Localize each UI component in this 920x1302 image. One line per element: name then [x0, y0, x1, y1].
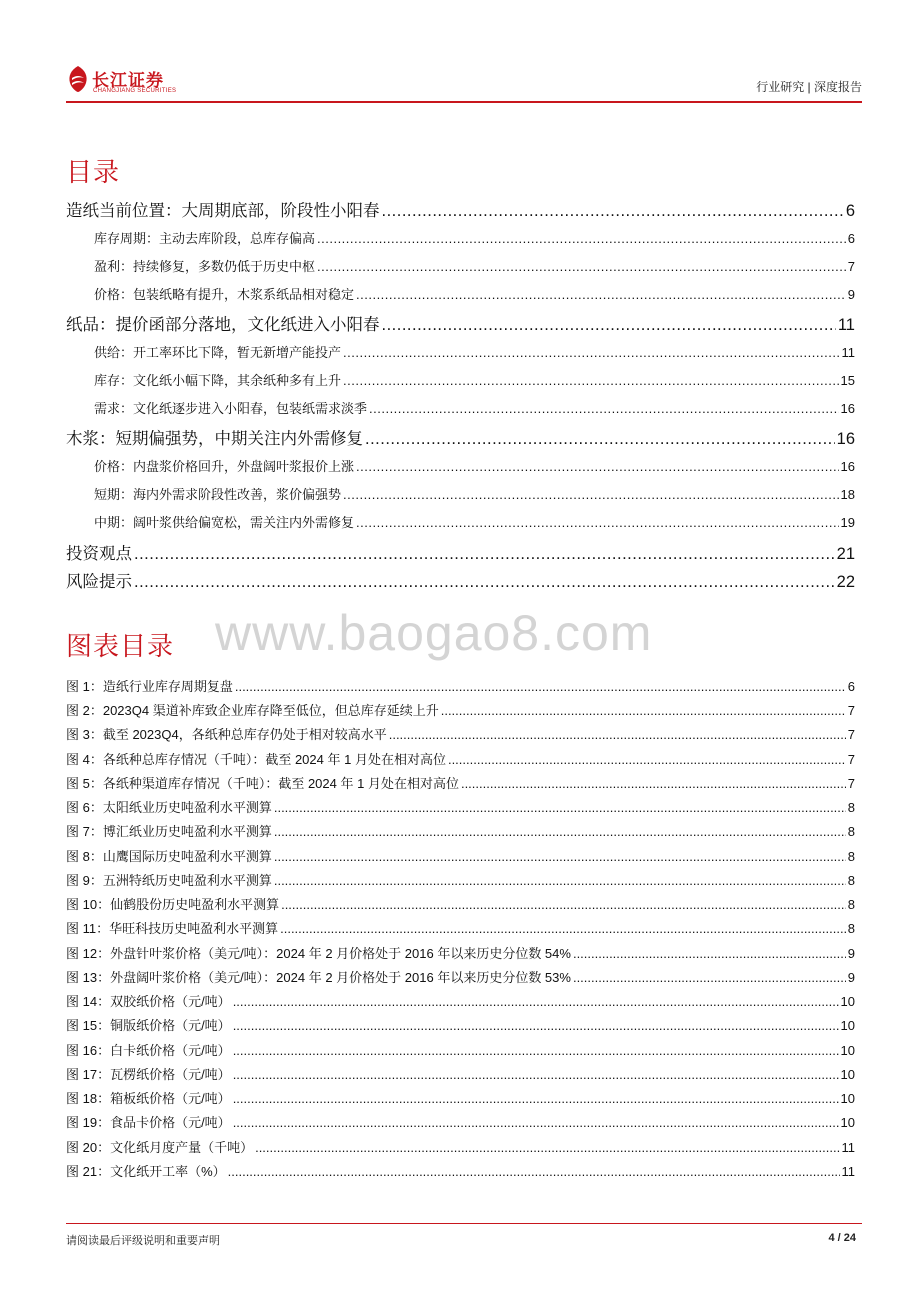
toc-entry[interactable]	[66, 540, 855, 564]
toc-entry-page: 19	[840, 515, 855, 530]
leader-dots	[343, 345, 839, 360]
toc-entry[interactable]	[66, 311, 855, 335]
toc-entry-page: 18	[840, 487, 855, 502]
figure-entry[interactable]	[66, 1088, 855, 1107]
leader-dots	[356, 287, 846, 302]
toc-entry-label: 短期：海内外需求阶段性改善，浆价偏强势	[94, 487, 342, 502]
report-type-label: 行业研究 | 深度报告	[756, 80, 862, 94]
figure-entry-page: 9	[847, 970, 855, 985]
leader-dots	[274, 849, 846, 864]
leader-dots	[280, 921, 846, 936]
logo-chinese-name: 长江证券	[92, 71, 164, 90]
leader-dots	[365, 430, 835, 449]
figure-entry-label: 图 14：双胶纸价格（元/吨）	[66, 994, 231, 1009]
figure-entry-page: 6	[847, 679, 855, 694]
toc-entry-label: 纸品：提价函部分落地，文化纸进入小阳春	[66, 316, 380, 334]
logo-english-name: CHANGJIANG SECURITIES	[93, 88, 177, 94]
figure-entry-page: 10	[840, 1115, 855, 1130]
leader-dots	[343, 373, 839, 388]
figure-entry[interactable]	[66, 773, 855, 792]
toc-entry[interactable]	[66, 456, 855, 475]
figure-entry[interactable]	[66, 1112, 855, 1131]
toc-entry[interactable]	[66, 512, 855, 531]
leader-dots	[317, 259, 846, 274]
figure-entry-label: 图 17：瓦楞纸价格（元/吨）	[66, 1067, 231, 1082]
disclaimer-note: 请阅读最后评级说明和重要声明	[66, 1235, 220, 1247]
figure-entry-page: 10	[840, 994, 855, 1009]
leader-dots	[461, 776, 846, 791]
figure-entry-page: 11	[841, 1164, 855, 1179]
figure-entry-label: 图 2：2023Q4 渠道补库致企业库存降至低位，但总库存延续上升	[66, 703, 439, 718]
figure-entry-label: 图 15：铜版纸价格（元/吨）	[66, 1018, 231, 1033]
header-divider	[66, 101, 862, 103]
figure-entry-label: 图 18：箱板纸价格（元/吨）	[66, 1091, 231, 1106]
figure-entry[interactable]	[66, 1015, 855, 1034]
leader-dots	[274, 824, 846, 839]
toc-entry-page: 6	[847, 231, 855, 246]
watermark-text: www.baogao8.com	[215, 605, 653, 661]
toc-entry-label: 中期：阔叶浆供给偏宽松，需关注内外需修复	[94, 515, 355, 530]
figure-entry-label: 图 3：截至 2023Q4，各纸种总库存仍处于相对较高水平	[66, 727, 387, 742]
leader-dots	[382, 202, 844, 221]
toc-entry-label: 库存：文化纸小幅下降，其余纸种多有上升	[94, 373, 342, 388]
toc-entry[interactable]	[66, 342, 855, 361]
toc-entry[interactable]	[66, 256, 855, 275]
figure-entry-page: 10	[840, 1018, 855, 1033]
figure-entry-label: 图 13：外盘阔叶浆价格（美元/吨）：2024 年 2 月价格处于 2016 年以来历史分位数 53%	[66, 970, 571, 985]
leader-dots	[281, 897, 846, 912]
toc-entry[interactable]	[66, 228, 855, 247]
toc-entry-page: 11	[841, 345, 855, 360]
toc-entry[interactable]	[66, 484, 855, 503]
leader-dots	[134, 545, 835, 564]
toc-entry-label: 库存周期：主动去库阶段，总库存偏高	[94, 231, 316, 246]
figure-entry-label: 图 1：造纸行业库存周期复盘	[66, 679, 233, 694]
figure-entry[interactable]	[66, 821, 855, 840]
toc-entry-label: 风险提示	[66, 573, 132, 591]
figure-entry-page: 8	[847, 800, 855, 815]
figures-title: 图表目录	[66, 631, 175, 661]
figure-entry-page: 8	[847, 824, 855, 839]
leader-dots	[233, 994, 839, 1009]
figure-entry-label: 图 8：山鹰国际历史吨盈利水平测算	[66, 849, 272, 864]
figure-entry-label: 图 9：五洲特纸历史吨盈利水平测算	[66, 873, 272, 888]
leader-dots	[228, 1164, 840, 1179]
page-header	[66, 60, 862, 102]
toc-entry-page: 7	[847, 259, 855, 274]
leader-dots	[356, 459, 839, 474]
toc-entry[interactable]	[66, 425, 855, 449]
figure-entry-page: 7	[847, 776, 855, 791]
figure-entry-label: 图 16：白卡纸价格（元/吨）	[66, 1043, 231, 1058]
figure-entry-page: 10	[840, 1043, 855, 1058]
leader-dots	[343, 487, 839, 502]
figure-entry[interactable]	[66, 1040, 855, 1059]
figure-entry[interactable]	[66, 700, 855, 719]
figure-entry-page: 10	[840, 1067, 855, 1082]
leader-dots	[233, 1091, 839, 1106]
toc-entry-label: 投资观点	[66, 545, 132, 563]
figure-entry-page: 10	[840, 1091, 855, 1106]
figure-entry[interactable]	[66, 797, 855, 816]
figure-entry-page: 7	[847, 703, 855, 718]
figure-entry-page: 9	[847, 946, 855, 961]
toc-entry-page: 16	[840, 459, 855, 474]
toc-title: 目录	[66, 157, 121, 187]
figure-entry-page: 8	[847, 849, 855, 864]
toc-entry-label: 需求：文化纸逐步进入小阳春，包装纸需求淡季	[94, 401, 368, 416]
toc-entry-page: 16	[836, 430, 855, 448]
toc-entry-page: 9	[847, 287, 855, 302]
figure-entry[interactable]	[66, 1137, 855, 1156]
figure-entry[interactable]	[66, 870, 855, 889]
toc-entry-label: 盈利：持续修复，多数仍低于历史中枢	[94, 259, 316, 274]
toc-entry-page: 15	[840, 373, 855, 388]
leader-dots	[369, 401, 839, 416]
figure-entry[interactable]	[66, 967, 855, 986]
figure-entry-page: 8	[847, 921, 855, 936]
figure-entry-page: 11	[841, 1140, 855, 1155]
figure-entry-page: 8	[847, 897, 855, 912]
toc-entry-page: 16	[840, 401, 855, 416]
toc-entry[interactable]	[66, 398, 855, 417]
leader-dots	[356, 515, 839, 530]
toc-entry-label: 价格：包装纸略有提升，木浆系纸品相对稳定	[94, 287, 355, 302]
toc-entry-page: 22	[836, 573, 855, 591]
leader-dots	[274, 873, 846, 888]
figure-entry[interactable]	[66, 1064, 855, 1083]
figure-entry-page: 8	[847, 873, 855, 888]
figure-entry[interactable]	[66, 846, 855, 865]
figure-entry[interactable]	[66, 943, 855, 962]
leader-dots	[573, 946, 846, 961]
leader-dots	[389, 727, 846, 742]
leader-dots	[274, 800, 846, 815]
leader-dots	[233, 1115, 839, 1130]
toc-entry-page: 21	[836, 545, 855, 563]
leader-dots	[235, 679, 846, 694]
leader-dots	[233, 1043, 839, 1058]
figure-entry-label: 图 6：太阳纸业历史吨盈利水平测算	[66, 800, 272, 815]
toc-entry-page: 6	[845, 202, 855, 220]
figure-entry[interactable]	[66, 724, 855, 743]
page-number: 4 / 24	[828, 1232, 856, 1244]
toc-entry-page: 11	[837, 316, 855, 334]
leader-dots	[233, 1067, 839, 1082]
toc-entry-label: 供给：开工率环比下降，暂无新增产能投产	[94, 345, 342, 360]
leader-dots	[233, 1018, 839, 1033]
leader-dots	[134, 573, 835, 592]
toc-entry[interactable]	[66, 197, 855, 221]
figure-entry-page: 7	[847, 727, 855, 742]
figure-entry-label: 图 20：文化纸月度产量（千吨）	[66, 1140, 254, 1155]
figure-entry[interactable]	[66, 749, 855, 768]
footer-divider	[66, 1223, 862, 1224]
figure-entry-label: 图 10：仙鹤股份历史吨盈利水平测算	[66, 897, 280, 912]
brand-logo	[66, 64, 196, 100]
figure-entry-label: 图 21：文化纸开工率（%）	[66, 1164, 226, 1179]
leader-dots	[382, 316, 836, 335]
figure-entry-label: 图 12：外盘针叶浆价格（美元/吨）：2024 年 2 月价格处于 2016 年以来历史分位数 54%	[66, 946, 571, 961]
leader-dots	[317, 231, 846, 246]
leader-dots	[573, 970, 846, 985]
figure-entry-page: 7	[847, 752, 855, 767]
toc-entry-label: 造纸当前位置：大周期底部，阶段性小阳春	[66, 202, 380, 220]
figure-entry-label: 图 4：各纸种总库存情况（千吨）：截至 2024 年 1 月处在相对高位	[66, 752, 446, 767]
figure-entry-label: 图 11：华旺科技历史吨盈利水平测算	[66, 921, 279, 936]
toc-entry[interactable]	[66, 284, 855, 303]
figure-entry[interactable]	[66, 676, 855, 695]
leader-dots	[441, 703, 846, 718]
toc-entry-label: 木浆：短期偏强势，中期关注内外需修复	[66, 430, 363, 448]
toc-entry[interactable]	[66, 568, 855, 592]
leader-dots	[448, 752, 846, 767]
toc-entry-label: 价格：内盘浆价格回升，外盘阔叶浆报价上涨	[94, 459, 355, 474]
toc-entry[interactable]	[66, 370, 855, 389]
figure-entry[interactable]	[66, 1161, 855, 1180]
leader-dots	[255, 1140, 839, 1155]
figure-entry[interactable]	[66, 918, 855, 937]
figure-entry[interactable]	[66, 991, 855, 1010]
figure-entry-label: 图 7：博汇纸业历史吨盈利水平测算	[66, 824, 272, 839]
figure-entry-label: 图 19：食品卡价格（元/吨）	[66, 1115, 231, 1130]
figure-entry[interactable]	[66, 894, 855, 913]
figure-entry-label: 图 5：各纸种渠道库存情况（千吨）：截至 2024 年 1 月处在相对高位	[66, 776, 459, 791]
logo-emblem-icon	[66, 64, 90, 94]
